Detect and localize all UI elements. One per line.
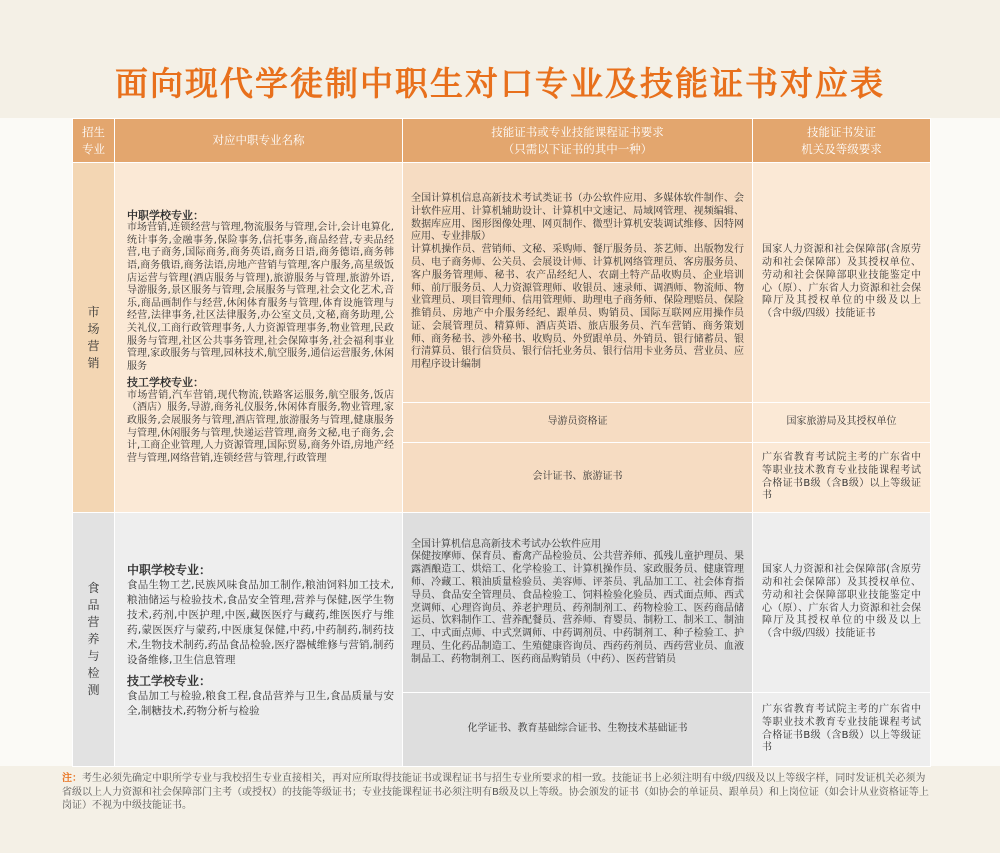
org-text: 广东省教育考试院主考的广东省中等职业技术教育专业技能课程考试合格证书B级（含B级）以上等级证书 (762, 451, 921, 502)
header-category: 招生专业 (73, 119, 115, 163)
cert-text: 全国计算机信息高新技术考试办公软件应用 (411, 538, 601, 550)
majors-cell-marketing (115, 163, 403, 513)
footnote-label: 注： (62, 773, 82, 784)
cert-cell (403, 163, 753, 403)
header-cert (403, 119, 753, 163)
org-text: 国家旅游局及其授权单位 (786, 416, 897, 428)
majors-list: 市场营销,汽车营销,现代物流,铁路客运服务,航空服务,饭店（酒店）服务,导游,商务礼仪服务,休闲体育服务,物业管理,家政服务,会展服务与管理,酒店管理,旅游服务与管理,健康服务与管理,休闲服务与管理,快递运营管理,商务文秘,电子商务,会计,工商企业管理,人力资源管理,国际贸易,商务外语,房地产经营与管理,网络营销,连锁经营与管理,行政管理 (127, 389, 394, 464)
org-text: 国家人力资源和社会保障部(含原劳动和社会保障部）及其授权单位、劳动和社会保障部职业技能鉴定中心（原）、广东省人力资源和社会保障厅及其授权单位的中级及以上（含中级/四级）技能证书 (762, 564, 921, 640)
header-org-line1: 技能证书发证 (807, 124, 876, 139)
category-label: 食品营养与检测 (87, 581, 100, 697)
correspondence-table (72, 118, 931, 767)
cert-text: 会计证书、旅游证书 (532, 471, 623, 483)
header-org-line2: 机关及等级要求 (801, 141, 882, 156)
header-org (753, 119, 931, 163)
org-cell (753, 403, 931, 443)
footnote (62, 772, 932, 813)
cert-text: 化学证书、教育基础综合证书、生物技术基础证书 (467, 723, 688, 735)
header-cert-line2: （只需以下证书的其中一种） (502, 141, 653, 156)
cert-text: 计算机操作员、营销师、文秘、采购师、餐厅服务员、茶艺师、出版物发行员、电子商务师、公关员、会展设计师、计算机网络管理员、客房服务员、客户服务管理师、秘书、农产品经纪人、农副土特产品收购员、企业培训师、前厅服务员、人力资源管理师、收银员、速录师、调酒师、物流师、物业管理员、项目管理师、信用管理师、助理电子商务师、保险理赔员、保险推销员、房地产中介服务经纪、跟单员、购销员、国际互联网应用操作员证、会展管理员、精算师、酒店英语、旅店服务员、汽车营销、商务策划师、商务秘书、涉外秘书、收购员、外贸跟单员、外销员、银行储蓄员、银行清算员、银行信贷员、银行信托业务员、银行信用卡业务员、营业员、应用程序设计编制 (411, 244, 744, 371)
org-cell (753, 513, 931, 693)
majors-heading: 技工学校专业： (127, 376, 204, 390)
cert-cell (403, 403, 753, 443)
header-majors: 对应中职专业名称 (115, 119, 403, 163)
cert-cell (403, 693, 753, 767)
category-label: 市场营销 (87, 304, 100, 370)
cert-text: 保健按摩师、保育员、畜禽产品检验员、公共营养师、孤残儿童护理员、果露酒酿造工、烘焙工、化学检验工、计算机操作员、家政服务员、健康管理师、冷藏工、粮油质量检验员、美容师、评茶员、乳品加工工、社会体育指导员、食品安全管理员、食品检验工、饲料检验化验员、西式面点师、西式烹调师、心理咨询员、养老护理员、药剂制剂工、药物检验工、医药商品储运员、饮料制作工、营养配餐员、营养师、育婴员、制粉工、制米工、制油工、中式面点师、中式烹调师、中药调剂员、中药制剂工、种子检验工、护理员、生化药品制造工、生殖健康咨询员、西药药剂员、西药营业员、血液制品工、药物制剂工、医药商品购销员（中药）、医药营销员 (411, 551, 744, 665)
header-cert-line1: 技能证书或专业技能课程证书要求 (491, 124, 664, 139)
org-text: 国家人力资源和社会保障部(含原劳动和社会保障部）及其授权单位、劳动和社会保障部职业技能鉴定中心（原）、广东省人力资源和社会保障厅及其授权单位的中级及以上（含中级/四级）技能证书 (762, 244, 921, 320)
majors-cell-food (115, 513, 403, 767)
category-cell-marketing (73, 163, 115, 513)
category-cell-food (73, 513, 115, 767)
majors-heading: 中职学校专业： (127, 208, 204, 222)
org-cell (753, 443, 931, 513)
org-cell (753, 163, 931, 403)
cert-cell (403, 443, 753, 513)
majors-heading: 中职学校专业： (127, 562, 212, 577)
majors-list: 市场营销,连锁经营与管理,物流服务与管理,会计,会计电算化,统计事务,金融事务,保险事务,信托事务,商品经营,专卖品经营,电子商务,国际商务,商务英语,商务日语,商务德语,商务韩语,商务俄语,商务法语,房地产营销与管理,客户服务,高星级饭店运营与管理(酒店服务与管理),旅游服务与管理,旅游外语,导游服务,景区服务与管理,会展服务与管理,社会文化艺术,音乐,商品画制作与经营,休闲体育服务与管理,体育设施管理与经营,法律事务,社区法律服务,办公室文员,文秘,商务助理,公关礼仪,工商行政管理事务,人力资源管理事务,物业管理,民政服务与管理,社区公共事务管理,社会保障事务,社会福利事业管理,家政服务与管理,园林技术,航空服务,通信运营服务,休闲服务 (127, 222, 394, 372)
org-text: 广东省教育考试院主考的广东省中等职业技术教育专业技能课程考试合格证书B级（含B级）以上等级证书 (762, 703, 921, 754)
page-title: 面向现代学徒制中职生对口专业及技能证书对应表 (115, 64, 885, 103)
cert-text: 导游员资格证 (547, 416, 608, 428)
cert-cell (403, 513, 753, 693)
cert-text: 全国计算机信息高新技术考试类证书（办公软件应用、多媒体软件制作、会计软件应用、计算机辅助设计、计算机中文速记、局域网管理、视频编辑、数据库应用、图形图像处理、网页制作、微型计算机安装调试维修、因特网应用、专业排版） (411, 192, 744, 243)
majors-list: 食品加工与检验,粮食工程,食品营养与卫生,食品质量与安全,制糖技术,药物分析与检验 (127, 689, 394, 717)
footnote-text: 考生必须先确定中职所学专业与我校招生专业直接相关，再对应所取得技能证书或课程证书与招生专业所要求的相一致。技能证书上必须注明有中级/四级及以上等级字样，同时发证机关必须为省级以上人力资源和社会保障部门主考（或授权）的技能等级证书；专业技能课程证书必须注明有B级及以上等级。协会颁发的证书（如协会的单证员、跟单员）和上岗位证（如会计从业资格证等上岗证）不视为中级技能证书。 (62, 773, 929, 811)
org-cell (753, 693, 931, 767)
majors-heading: 技工学校专业： (127, 673, 212, 688)
majors-list: 食品生物工艺,民族风味食品加工制作,粮油饲料加工技术,粮油储运与检验技术,食品安全管理,营养与保健,医学生物技术,药剂,中医护理,中医,藏医医疗与藏药,维医医疗与维药,蒙医医疗与蒙药,中医康复保健,中药,中药制药,制药技术,生物技术制药,药品食品检验,医疗器械维修与营销,制药设备维修,卫生信息管理 (127, 578, 394, 666)
